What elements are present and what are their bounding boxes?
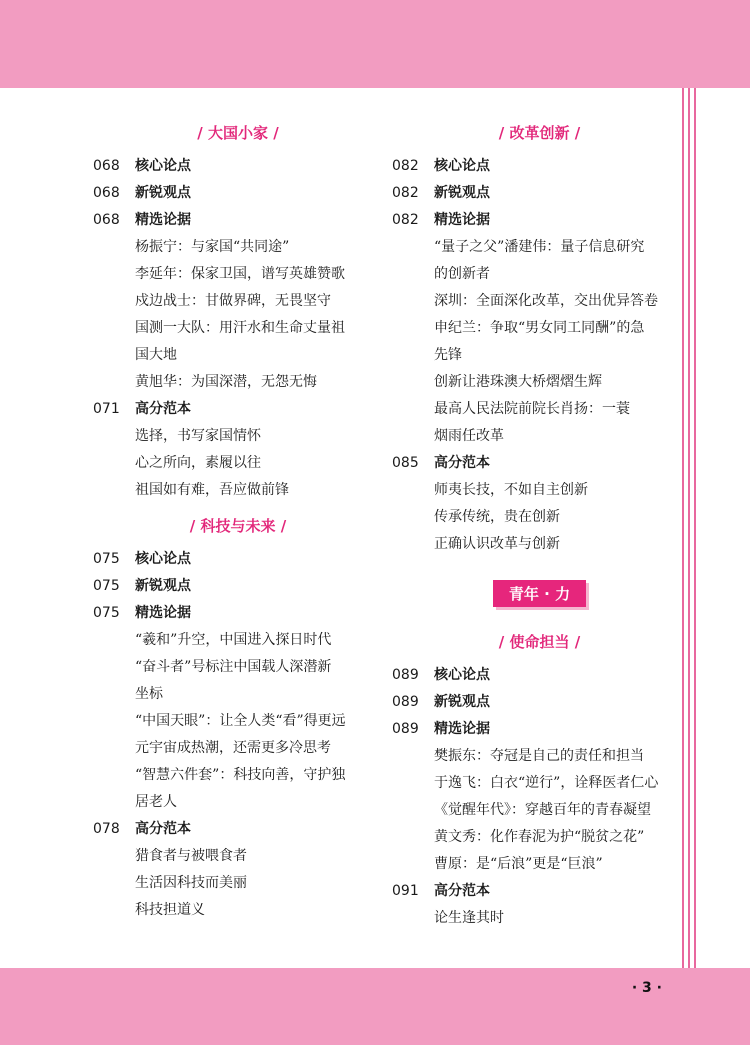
sub-entry[interactable]: 居老人 bbox=[135, 794, 177, 810]
entry-page-number: 091 bbox=[392, 883, 419, 899]
toc-entry[interactable] bbox=[392, 878, 687, 905]
entry-label: 精选论据 bbox=[135, 605, 191, 621]
entry-label: 核心论点 bbox=[434, 667, 490, 683]
right-column bbox=[392, 88, 687, 940]
sub-entry[interactable]: 国测一大队：用汗水和生命丈量祖 bbox=[135, 320, 345, 336]
entry-page-number: 068 bbox=[93, 185, 120, 201]
entry-label: 新锐观点 bbox=[135, 578, 191, 594]
entry-label: 高分范本 bbox=[135, 401, 191, 417]
entry-label: 高分范本 bbox=[434, 455, 490, 471]
toc-entry[interactable] bbox=[93, 546, 383, 573]
sub-entry[interactable]: 传承传统，贵在创新 bbox=[434, 509, 560, 525]
sub-entry[interactable]: “智慧六件套”：科技向善，守护独 bbox=[135, 767, 346, 783]
right-sections bbox=[392, 119, 687, 566]
sub-entry[interactable]: 元宇宙成热潮，还需更多冷思考 bbox=[135, 740, 331, 756]
spacer bbox=[392, 932, 687, 940]
sub-entry[interactable]: 烟雨任改革 bbox=[434, 428, 504, 444]
left-sections bbox=[93, 119, 383, 932]
entry-page-number: 078 bbox=[93, 821, 120, 837]
spacer bbox=[93, 504, 383, 512]
entry-page-number: 075 bbox=[93, 578, 120, 594]
left-column bbox=[93, 88, 383, 932]
entry-page-number: 068 bbox=[93, 158, 120, 174]
sub-entry[interactable]: 曹原：是“后浪”更是“巨浪” bbox=[434, 856, 603, 872]
entry-label: 核心论点 bbox=[135, 158, 191, 174]
sub-entry[interactable]: 选择，书写家国情怀 bbox=[135, 428, 261, 444]
sub-entry[interactable]: “中国天眼”：让全人类“看”得更远 bbox=[135, 713, 346, 729]
entry-label: 高分范本 bbox=[135, 821, 191, 837]
entry-label: 精选论据 bbox=[434, 721, 490, 737]
entry-page-number: 082 bbox=[392, 212, 419, 228]
toc-entry[interactable] bbox=[392, 180, 687, 207]
entry-page-number: 075 bbox=[93, 551, 120, 567]
sub-entry[interactable]: 《觉醒年代》：穿越百年的青春凝望 bbox=[434, 802, 651, 818]
sub-entry[interactable]: 科技担道义 bbox=[135, 902, 205, 918]
entry-label: 新锐观点 bbox=[434, 694, 490, 710]
toc-entry[interactable] bbox=[93, 816, 383, 843]
entry-page-number: 082 bbox=[392, 185, 419, 201]
entry-page-number: 071 bbox=[93, 401, 120, 417]
entry-label: 精选论据 bbox=[434, 212, 490, 228]
section-title: / 改革创新 / bbox=[498, 124, 581, 142]
toc-entry[interactable] bbox=[93, 180, 383, 207]
entry-page-number: 089 bbox=[392, 694, 419, 710]
section-banner: 青年 · 力 bbox=[493, 580, 586, 607]
sub-entry[interactable]: 黄旭华：为国深潜，无怨无悔 bbox=[135, 374, 317, 390]
sub-entry[interactable]: 最高人民法院前院长肖扬：一蓑 bbox=[434, 401, 630, 417]
section-title: / 使命担当 / bbox=[498, 633, 581, 651]
entry-label: 精选论据 bbox=[135, 212, 191, 228]
spacer bbox=[93, 924, 383, 932]
entry-page-number: 085 bbox=[392, 455, 419, 471]
toc-entry[interactable] bbox=[93, 600, 383, 627]
margin-rule-3 bbox=[694, 88, 696, 968]
sub-entry[interactable]: 正确认识改革与创新 bbox=[434, 536, 560, 552]
right-sections-2 bbox=[392, 628, 687, 940]
sub-entry[interactable]: 申纪兰：争取“男女同工同酬”的急 bbox=[434, 320, 645, 336]
entry-page-number: 082 bbox=[392, 158, 419, 174]
sub-entry[interactable]: 的创新者 bbox=[434, 266, 490, 282]
toc-entry[interactable] bbox=[93, 207, 383, 234]
sub-entry[interactable]: 论生逢其时 bbox=[434, 910, 504, 926]
entry-label: 新锐观点 bbox=[135, 185, 191, 201]
page-number: · 3 · bbox=[631, 980, 662, 996]
toc-entry[interactable] bbox=[392, 450, 687, 477]
sub-entry[interactable]: 心之所向，素履以往 bbox=[135, 455, 261, 471]
toc-entry[interactable] bbox=[93, 153, 383, 180]
sub-entry[interactable]: “量子之父”潘建伟：量子信息研究 bbox=[434, 239, 645, 255]
entry-label: 新锐观点 bbox=[434, 185, 490, 201]
sub-entry[interactable]: 猎食者与被喂食者 bbox=[135, 848, 247, 864]
entry-label: 核心论点 bbox=[135, 551, 191, 567]
entry-label: 高分范本 bbox=[434, 883, 490, 899]
margin-rule-2 bbox=[688, 88, 690, 968]
section-title: / 大国小家 / bbox=[197, 124, 279, 142]
section-title: / 科技与未来 / bbox=[189, 517, 287, 535]
entry-page-number: 068 bbox=[93, 212, 120, 228]
entry-page-number: 089 bbox=[392, 667, 419, 683]
sub-entry[interactable]: 先锋 bbox=[434, 347, 462, 363]
sub-entry[interactable]: 师夷长技，不如自主创新 bbox=[434, 482, 588, 498]
sub-entry[interactable]: 坐标 bbox=[135, 686, 163, 702]
sub-entry[interactable]: 于逸飞：白衣“逆行”，诠释医者仁心 bbox=[434, 775, 659, 791]
sub-entry[interactable]: “羲和”升空，中国进入探日时代 bbox=[135, 632, 332, 648]
sub-entry[interactable]: 杨振宁：与家国“共同途” bbox=[135, 239, 290, 255]
banner-wrap bbox=[392, 566, 687, 628]
toc-entry[interactable] bbox=[392, 207, 687, 234]
sub-entry[interactable]: 生活因科技而美丽 bbox=[135, 875, 247, 891]
sub-entry[interactable]: 祖国如有难，吾应做前锋 bbox=[135, 482, 289, 498]
toc-entry[interactable] bbox=[93, 396, 383, 423]
sub-entry[interactable]: 深圳：全面深化改革，交出优异答卷 bbox=[434, 293, 658, 309]
entry-label: 核心论点 bbox=[434, 158, 490, 174]
entry-page-number: 089 bbox=[392, 721, 419, 737]
sub-entry[interactable]: “奋斗者”号标注中国载人深潜新 bbox=[135, 659, 332, 675]
toc-entry[interactable] bbox=[93, 573, 383, 600]
spacer bbox=[392, 558, 687, 566]
toc-entry[interactable] bbox=[392, 689, 687, 716]
toc-entry[interactable] bbox=[392, 662, 687, 689]
sub-entry[interactable]: 樊振东：夺冠是自己的责任和担当 bbox=[434, 748, 644, 764]
toc-entry[interactable] bbox=[392, 153, 687, 180]
sub-entry[interactable]: 创新让港珠澳大桥熠熠生辉 bbox=[434, 374, 602, 390]
entry-page-number: 075 bbox=[93, 605, 120, 621]
sub-entry[interactable]: 黄文秀：化作春泥为护“脱贫之花” bbox=[434, 829, 645, 845]
toc-entry[interactable] bbox=[392, 716, 687, 743]
sub-entry[interactable]: 戍边战士：甘做界碑，无畏坚守 bbox=[135, 293, 331, 309]
sub-entry[interactable]: 国大地 bbox=[135, 347, 177, 363]
sub-entry[interactable]: 李延年：保家卫国，谱写英雄赞歌 bbox=[135, 266, 345, 282]
